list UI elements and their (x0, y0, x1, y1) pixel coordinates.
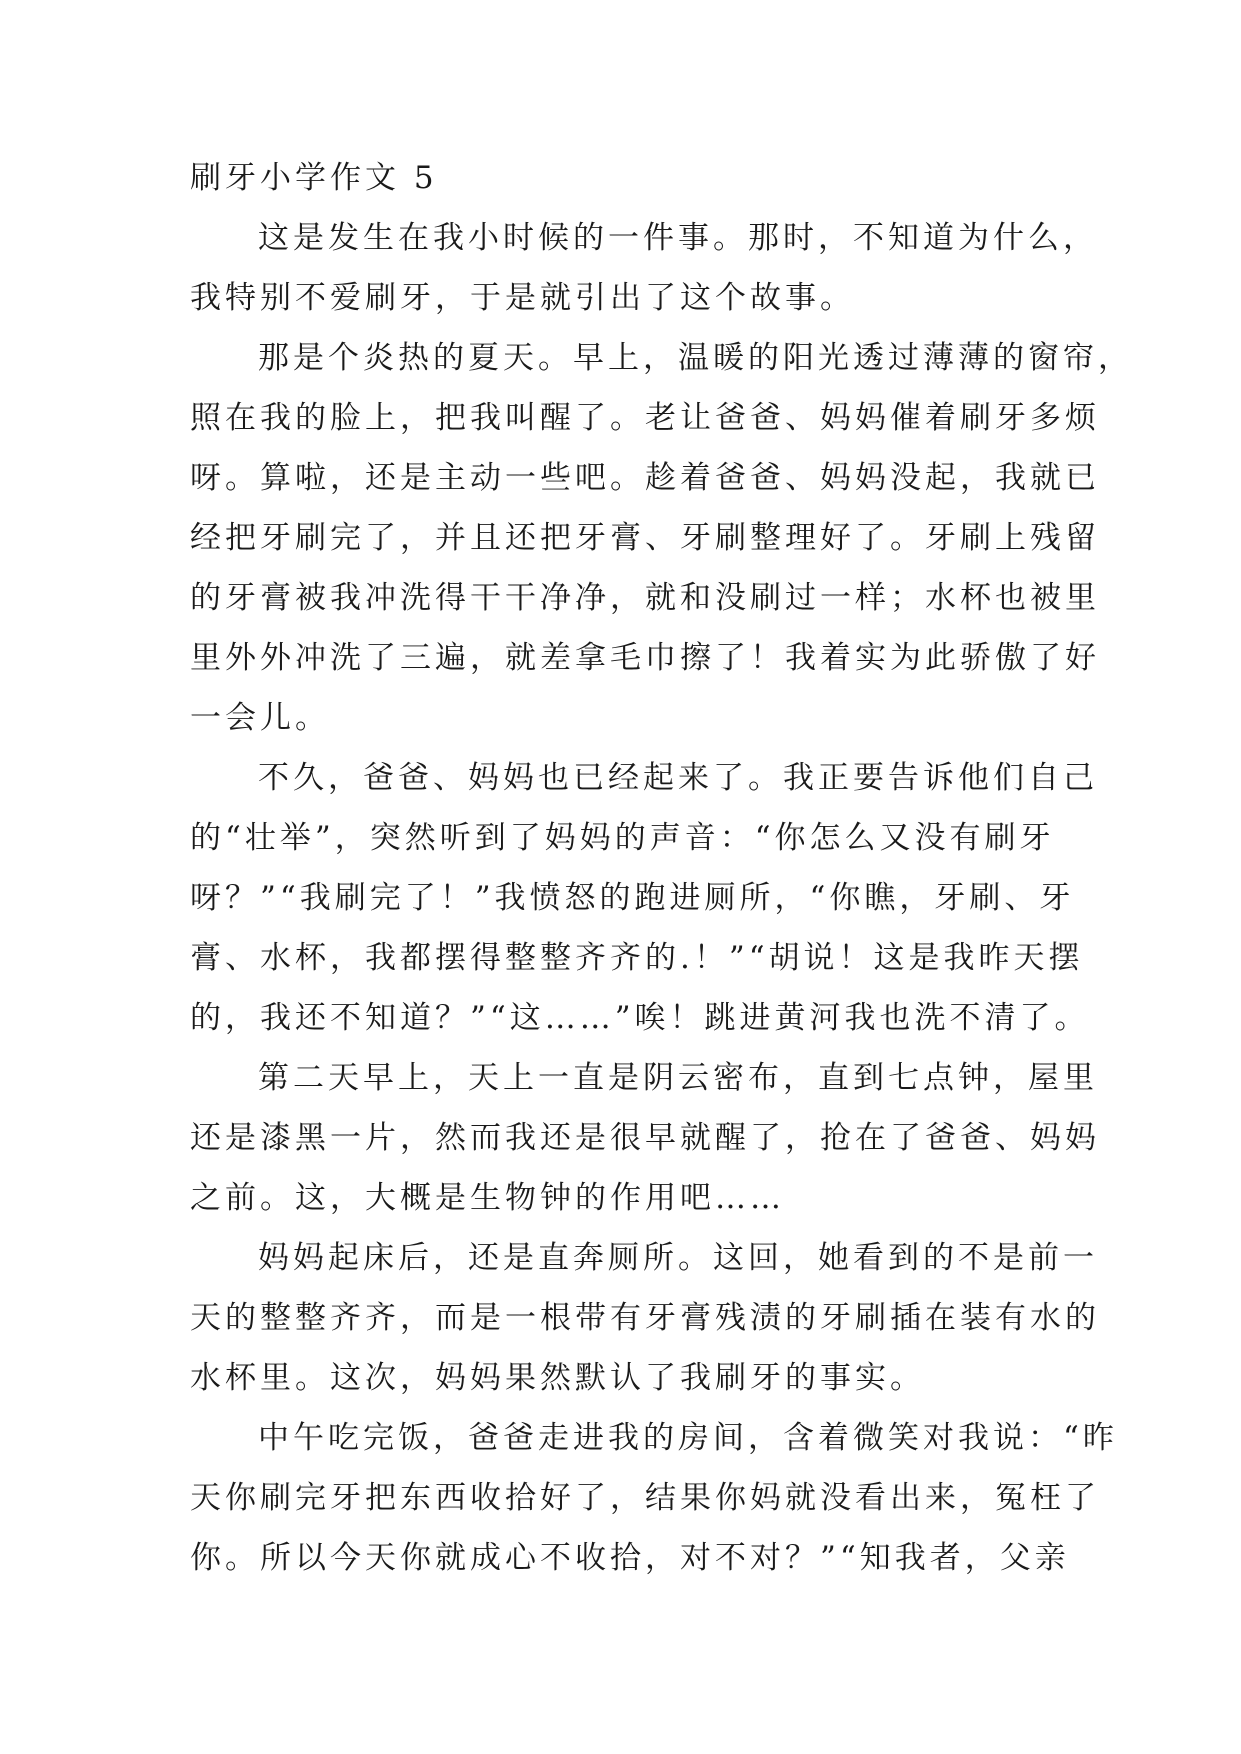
text-line: 的，我还不知道？”“这……”唉！跳进黄河我也洗不清了。 (190, 1000, 1090, 1036)
text-line: 的“壮举”，突然听到了妈妈的声音：“你怎么又没有刷牙 (190, 820, 1055, 856)
text-line: 那是个炎热的夏天。早上，温暖的阳光透过薄薄的窗帘， (258, 340, 1133, 376)
text-line: 第二天早上，天上一直是阴云密布，直到七点钟，屋里 (258, 1060, 1098, 1096)
text-line: 天的整整齐齐，而是一根带有牙膏残渍的牙刷插在装有水的 (190, 1300, 1100, 1336)
text-line: 这是发生在我小时候的一件事。那时，不知道为什么， (258, 220, 1098, 256)
document-body (190, 148, 1133, 1588)
text-line: 照在我的脸上，把我叫醒了。老让爸爸、妈妈催着刷牙多烦 (190, 400, 1100, 436)
text-line: 我特别不爱刷牙，于是就引出了这个故事。 (190, 280, 855, 316)
paragraph-1 (190, 208, 1098, 328)
text-line: 一会儿。 (190, 700, 330, 736)
text-line: 妈妈起床后，还是直奔厕所。这回，她看到的不是前一 (258, 1240, 1098, 1276)
paragraph-6 (190, 1408, 1118, 1588)
text-line: 呀。算啦，还是主动一些吧。趁着爸爸、妈妈没起，我就已 (190, 460, 1100, 496)
text-line: 里外外冲洗了三遍，就差拿毛巾擦了！我着实为此骄傲了好 (190, 640, 1100, 676)
text-line: 呀？”“我刷完了！”我愤怒的跑进厕所，“你瞧，牙刷、牙 (190, 880, 1075, 916)
text-line: 之前。这，大概是生物钟的作用吧…… (190, 1180, 785, 1216)
text-line: 水杯里。这次，妈妈果然默认了我刷牙的事实。 (190, 1360, 925, 1396)
text-line: 经把牙刷完了，并且还把牙膏、牙刷整理好了。牙刷上残留 (190, 520, 1100, 556)
text-line: 天你刷完牙把东西收拾好了，结果你妈就没看出来，冤枉了 (190, 1480, 1100, 1516)
text-line: 的牙膏被我冲洗得干干净净，就和没刷过一样；水杯也被里 (190, 580, 1100, 616)
text-line: 你。所以今天你就成心不收拾，对不对？”“知我者，父亲 (190, 1540, 1070, 1576)
paragraph-5 (190, 1228, 1100, 1408)
text-line: 中午吃完饭，爸爸走进我的房间，含着微笑对我说：“昨 (258, 1420, 1118, 1456)
text-line: 膏、水杯，我都摆得整整齐齐的.！”“胡说！这是我昨天摆 (190, 940, 1084, 976)
paragraph-2 (190, 328, 1133, 748)
paragraph-4 (190, 1048, 1100, 1228)
document-title: 刷牙小学作文 5 (190, 160, 438, 196)
paragraph-3 (190, 748, 1098, 1048)
text-line: 还是漆黑一片，然而我还是很早就醒了，抢在了爸爸、妈妈 (190, 1120, 1100, 1156)
text-line: 不久，爸爸、妈妈也已经起来了。我正要告诉他们自己 (258, 760, 1098, 796)
